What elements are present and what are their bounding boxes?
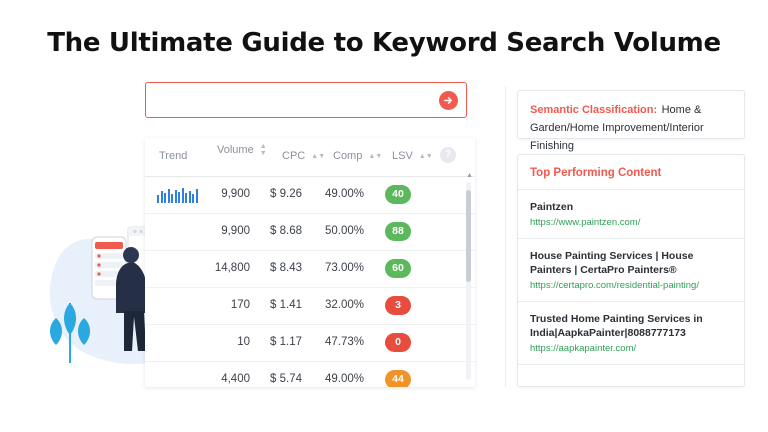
table-row[interactable] (145, 214, 475, 251)
top-performing-content-card (517, 154, 745, 387)
semantic-classification-label: Semantic Classification: (530, 104, 658, 116)
cell-comp: 50.00% (324, 225, 364, 237)
help-icon[interactable]: ? (440, 147, 456, 163)
cell-cpc: $ 9.26 (270, 188, 302, 200)
column-header-cpc-label: CPC (282, 150, 306, 162)
result-title[interactable]: House Painting Services | House Painters | CertaPro Painters® (530, 250, 694, 276)
cell-cpc: $ 5.74 (270, 373, 302, 385)
column-header-volume-label: Volume (217, 143, 254, 156)
cell-comp: 49.00% (324, 373, 364, 385)
app-screenshot (145, 82, 745, 387)
semantic-classification-value: Home & Garden/Home Improvement/Interior Finishing (530, 104, 704, 152)
result-title[interactable]: Trusted Home Painting Services in India|AapkaPainter|8088777173 (530, 313, 703, 339)
sort-icon[interactable]: ▲ ▼ (259, 143, 267, 157)
status-badge: 88 (385, 222, 411, 241)
column-header-cpc[interactable] (282, 150, 325, 162)
table-row[interactable] (145, 288, 475, 325)
list-item[interactable] (518, 190, 744, 239)
page-title: The Ultimate Guide to Keyword Search Volume (47, 28, 721, 58)
table-row[interactable] (145, 251, 475, 288)
cell-cpc: $ 8.43 (270, 262, 302, 274)
table-row[interactable] (145, 325, 475, 362)
status-badge: 3 (385, 296, 411, 315)
scroll-up-icon[interactable]: ▲ (466, 172, 473, 179)
insights-panel (517, 82, 745, 387)
cell-cpc: $ 8.68 (270, 225, 302, 237)
cell-cpc: $ 1.41 (270, 299, 302, 311)
cell-volume: 14,800 (214, 262, 250, 274)
result-title[interactable]: Paintzen (530, 201, 574, 213)
trend-sparkline (157, 183, 198, 203)
table-row[interactable] (145, 177, 475, 214)
cell-volume: 170 (230, 299, 250, 311)
table-row[interactable] (145, 362, 475, 387)
cell-volume: 9,900 (221, 225, 250, 237)
list-item[interactable] (518, 239, 744, 302)
panel-divider (505, 86, 506, 387)
column-header-comp-label: Comp (333, 150, 363, 162)
sort-icon[interactable]: ▲▼ (418, 152, 433, 160)
scrollbar-thumb[interactable] (466, 190, 471, 282)
list-item[interactable] (518, 302, 744, 365)
status-badge: 40 (385, 185, 411, 204)
status-badge: 44 (385, 370, 411, 387)
sort-icon[interactable]: ▲▼ (368, 152, 383, 160)
cell-comp: 47.73% (324, 336, 364, 348)
keyword-metrics-table (145, 138, 475, 387)
column-header-comp[interactable] (333, 150, 382, 162)
arrow-right-circle-icon (443, 95, 454, 106)
sort-icon[interactable]: ▲▼ (311, 152, 326, 160)
table-header-row (145, 138, 475, 177)
top-performing-content-heading: Top Performing Content (518, 155, 744, 190)
cell-comp: 49.00% (324, 188, 364, 200)
table-scrollbar[interactable] (466, 182, 471, 380)
table-body (145, 177, 475, 387)
column-header-volume[interactable] (217, 143, 267, 157)
column-header-trend: Trend (159, 150, 188, 162)
semantic-classification-card (517, 90, 745, 152)
cell-volume: 10 (237, 336, 250, 348)
cell-cpc: $ 1.17 (270, 336, 302, 348)
result-url[interactable]: https://certapro.com/residential-painting/ (530, 280, 699, 291)
cell-volume: 9,900 (221, 188, 250, 200)
keyword-search-bar[interactable] (145, 82, 467, 118)
search-input[interactable] (156, 91, 420, 105)
status-badge: 60 (385, 259, 411, 278)
cell-comp: 32.00% (324, 299, 364, 311)
cell-comp: 73.00% (324, 262, 364, 274)
search-submit-icon[interactable] (439, 91, 458, 110)
result-url[interactable]: https://aapkapainter.com/ (530, 343, 637, 354)
column-header-lsv-label: LSV (392, 150, 413, 162)
status-badge: 0 (385, 333, 411, 352)
column-header-lsv[interactable] (392, 150, 433, 162)
cell-volume: 4,400 (221, 373, 250, 385)
result-url[interactable]: https://www.paintzen.com/ (530, 217, 641, 228)
